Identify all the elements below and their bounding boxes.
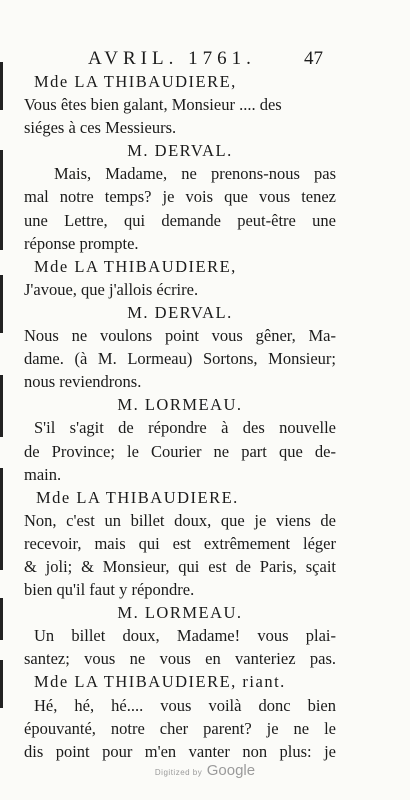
margin-rule	[0, 275, 3, 333]
dialogue-line: siéges à ces Messieurs.	[24, 118, 177, 138]
dialogue-line: & joli; & Monsieur, qui est de Paris, sçait	[24, 556, 336, 576]
speaker-heading: Mde LA THIBAUDIERE.	[36, 487, 239, 507]
play-text	[24, 70, 336, 763]
speaker-heading: Mde LA THIBAUDIERE, riant.	[34, 672, 286, 692]
dialogue-line: de Province; le Courier ne part que de-	[24, 441, 336, 461]
dialogue-line: nous reviendrons.	[24, 372, 142, 392]
speaker-heading: M. DERVAL.	[127, 302, 233, 322]
dialogue-line: main.	[24, 464, 62, 484]
dialogue-line: Un billet doux, Madame! vous plai-	[34, 626, 336, 646]
dialogue-line: Mais, Madame, ne prenons-nous pas	[54, 164, 336, 184]
margin-rule	[0, 375, 3, 437]
dialogue-line: Nous ne voulons point vous gêner, Ma-	[24, 326, 336, 346]
page-header	[0, 48, 410, 72]
page-number: 47	[304, 48, 323, 69]
digitization-watermark	[0, 762, 410, 780]
speaker-heading: Mde LA THIBAUDIERE,	[34, 256, 237, 276]
dialogue-line: réponse prompte.	[24, 233, 139, 253]
dialogue-line: S'il s'agit de répondre à des nouvelle	[34, 418, 336, 438]
dialogue-line: dame. (à M. Lormeau) Sortons, Monsieur;	[24, 349, 336, 369]
dialogue-line: bien qu'il faut y répondre.	[24, 580, 195, 600]
dialogue-line: J'avoue, que j'allois écrire.	[24, 279, 199, 299]
dialogue-line: dis point pour m'en vanter non plus: je	[24, 741, 336, 761]
dialogue-line: mal notre temps? je vois que vous tenez	[24, 187, 336, 207]
speaker-heading: M. LORMEAU.	[117, 603, 243, 623]
margin-rule	[0, 150, 3, 250]
dialogue-line: Vous êtes bien galant, Monsieur .... des	[24, 95, 282, 115]
margin-rule	[0, 468, 3, 570]
speaker-heading: M. DERVAL.	[127, 141, 233, 161]
speaker-heading: Mde LA THIBAUDIERE,	[34, 72, 237, 91]
digitized-label: Digitized by	[154, 768, 203, 777]
dialogue-line: santez; vous ne vous en vanteriez pas.	[24, 649, 336, 669]
dialogue-line: une Lettre, qui demande peut-être une	[24, 210, 336, 230]
google-watermark: Google	[206, 762, 256, 779]
dialogue-line: recevoir, mais qui est extrêmement léger	[24, 533, 336, 553]
speaker-heading: M. LORMEAU.	[117, 395, 243, 415]
running-title: AVRIL. 1761.	[88, 48, 256, 69]
dialogue-line: Hé, hé, hé.... vous voilà donc bien	[34, 695, 336, 715]
dialogue-line: Non, c'est un billet doux, que je viens de	[24, 510, 336, 530]
dialogue-line: épouvanté, notre cher parent? je ne le	[24, 718, 336, 738]
margin-rule	[0, 660, 3, 708]
margin-rule	[0, 598, 3, 640]
